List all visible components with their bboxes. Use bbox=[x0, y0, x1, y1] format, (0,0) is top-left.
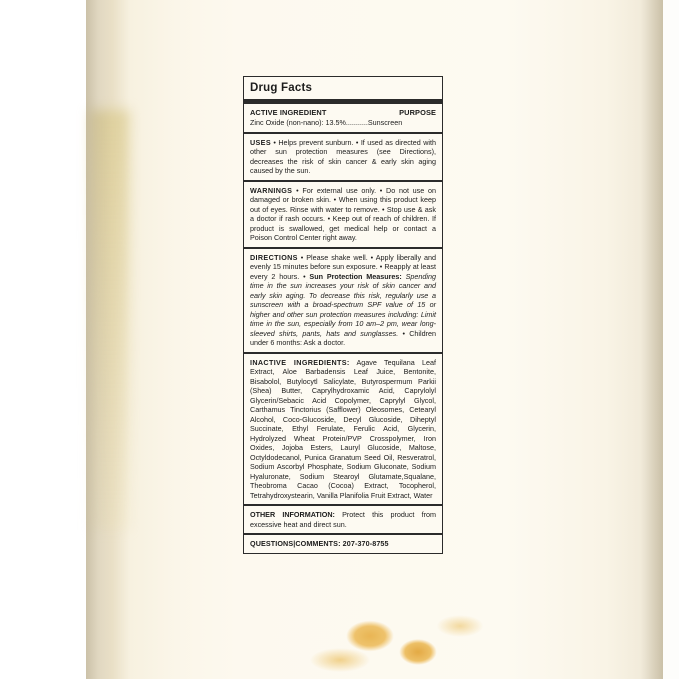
purpose-heading: PURPOSE bbox=[399, 107, 436, 117]
other-information-text: Protect this product from excessive heat and direct sun. bbox=[250, 510, 437, 529]
flower-artwork bbox=[300, 596, 520, 679]
drug-facts-title: Drug Facts bbox=[244, 77, 442, 104]
warnings-heading: WARNINGS bbox=[250, 185, 293, 195]
photo-right-background bbox=[663, 0, 679, 679]
active-ingredient-line: Zinc Oxide (non-nano): 13.5%...........Sunscreen bbox=[250, 118, 403, 128]
directions-text-1: • Please shake well. • Apply liberally and evenly 15 minutes before sun exposure. • Reapply at least every 2 hours. • bbox=[250, 252, 436, 281]
uses-heading: USES bbox=[250, 137, 271, 147]
sun-protection-measures-text: Spending time in the sun increases your risk of skin cancer and early skin aging. To decrease this risk, regularly use a sunscreen with a broad-spectrum SPF value of 15 or higher and other sun protection measures including: Limit time in the sun, especially from 10 am–2 pm, wear long-sleeved shirts, pants, hats and sunglasses. bbox=[250, 271, 436, 338]
questions-comments-line: QUESTIONS|COMMENTS: 207-370-8755 bbox=[244, 533, 442, 553]
directions-text-3: • Children under 6 months: Ask a doctor. bbox=[250, 328, 436, 348]
photo-left-background bbox=[0, 0, 86, 679]
other-information-section bbox=[244, 506, 442, 533]
warnings-section bbox=[244, 182, 442, 249]
inactive-ingredients-text: Agave Tequilana Leaf Extract, Aloe Barbadensis Leaf Juice, Bentonite, Bisabolol, Butylocytl Salicylate, Butyrospermum Parkii (Shea) Butter, Caprylhydroxamic Acid, Caprylolyl Glycerin/Sebacic Acid Copolymer, Caprylyl Glycol, Carthamus Tinctorius (Safflower) Oleosomes, Cetearyl Alcohol, Coco-Glucoside, Decyl Glucoside, Diheptyl Succinate, Ethyl Ferulate, Ferulic Acid, Glycerin, Hydrolyzed Wheat Protein/PVP Crosspolymer, Iron Oxides, Jojoba Esters, Lauryl Glucoside, Maltose, Octyldodecanol, Punica Granatum Seed Oil, Resveratrol, Sodium Ascorbyl Phosphate, Sodium Gluconate, Sodium Hyaluronate, Sodium Stearoyl Glutamate,Squalane, Theobroma Cacao (Cocoa) Extract, Tocopherol, Tetrahydroxystearin, Vanilla Planifolia Fruit Extract, Water bbox=[250, 357, 436, 500]
uses-text: • Helps prevent sunburn. • If used as directed with other sun protection measures (see Directions), decreases the risk of skin cancer & early skin aging caused by the sun. bbox=[250, 137, 436, 176]
active-ingredient-section bbox=[244, 104, 442, 134]
carton-right-edge-shadow bbox=[640, 0, 664, 679]
uses-section bbox=[244, 134, 442, 182]
active-ingredient-heading: ACTIVE INGREDIENT bbox=[250, 107, 327, 117]
inactive-ingredients-heading: INACTIVE INGREDIENTS: bbox=[250, 357, 350, 367]
carton-left-edge-shadow bbox=[86, 0, 112, 679]
other-information-heading: OTHER INFORMATION: bbox=[250, 510, 335, 520]
inactive-ingredients-section bbox=[244, 354, 442, 507]
directions-section bbox=[244, 249, 442, 354]
drug-facts-panel bbox=[243, 76, 443, 554]
warnings-text: • For external use only. • Do not use on damaged or broken skin. • When using this product keep out of eyes. Rinse with water to remove. • Stop use & ask a doctor if rash occurs. • Keep out of reach of children. If product is swallowed, get medical help or contact a Poison Control Center right away. bbox=[250, 185, 436, 243]
sun-protection-measures-heading: Sun Protection Measures: bbox=[309, 271, 402, 281]
directions-heading: DIRECTIONS bbox=[250, 252, 298, 262]
